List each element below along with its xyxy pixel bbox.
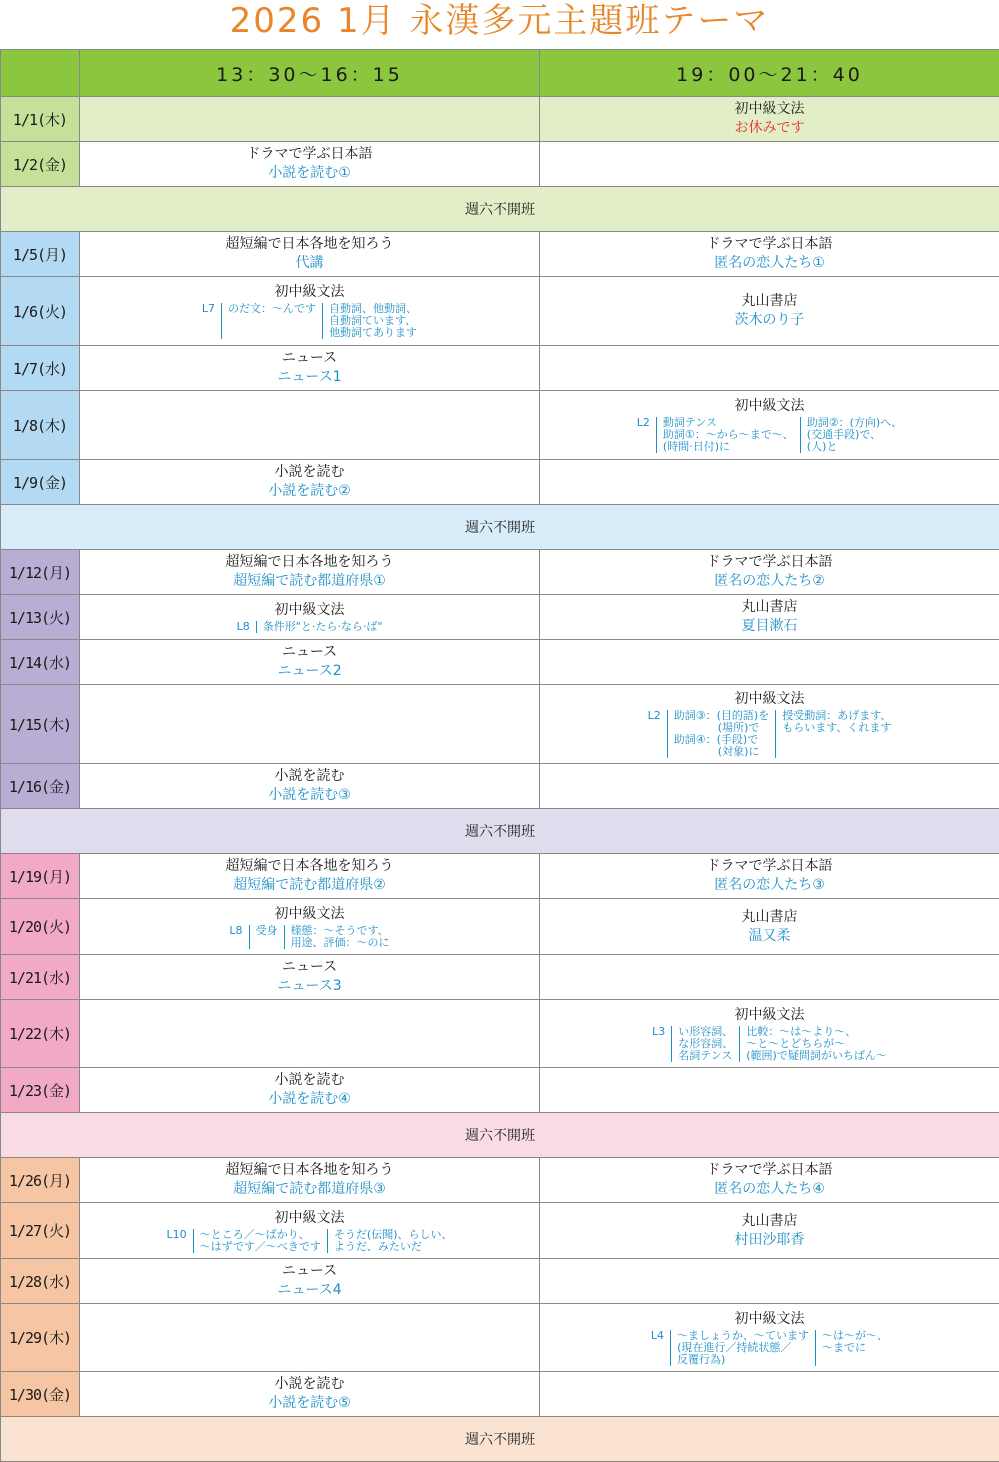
table-row <box>1 391 999 460</box>
date-cell: 1/30(金) <box>1 1372 80 1417</box>
date-cell: 1/28(水) <box>1 1259 80 1304</box>
slot-title: 初中級文法 <box>540 397 999 416</box>
slot-title: 初中級文法 <box>540 1310 999 1329</box>
evening-slot <box>540 1304 999 1372</box>
evening-slot <box>540 391 999 460</box>
closed-notice: 週六不開班 <box>1 1113 999 1158</box>
slot-topic: 小説を読む② <box>80 482 539 501</box>
slot-topic: 茨木のり子 <box>540 311 999 330</box>
evening-slot <box>540 460 999 505</box>
afternoon-slot <box>80 391 540 460</box>
holiday-notice: お休みです <box>540 119 999 138</box>
evening-slot <box>540 1203 999 1259</box>
table-row <box>1 97 999 142</box>
slot-topic: ニュース4 <box>80 1281 539 1300</box>
date-cell: 1/23(金) <box>1 1068 80 1113</box>
slot-title: ニュース <box>80 1262 539 1281</box>
grammar-point: 助詞②：(方向)へ、 (交通手段)で、 (人)と <box>800 417 908 453</box>
table-row <box>1 142 999 187</box>
grammar-detail <box>540 1330 999 1366</box>
date-cell: 1/20(火) <box>1 899 80 955</box>
slot-title: 初中級文法 <box>540 1006 999 1025</box>
date-cell: 1/7(水) <box>1 346 80 391</box>
grammar-point: 自動詞、他動詞、 自動詞ています、 他動詞てあります <box>322 303 423 339</box>
afternoon-slot <box>80 1203 540 1259</box>
table-row <box>1 899 999 955</box>
grammar-detail <box>540 710 999 758</box>
lesson-number: L10 <box>160 1229 192 1253</box>
closed-notice: 週六不開班 <box>1 809 999 854</box>
slot-title: 初中級文法 <box>540 100 999 119</box>
header-slot-evening: 19：00～21：40 <box>540 50 999 97</box>
afternoon-slot <box>80 142 540 187</box>
table-row <box>1 764 999 809</box>
date-cell: 1/2(金) <box>1 142 80 187</box>
grammar-point: そうだ(伝聞)、らしい、 ようだ、みたいだ <box>327 1229 459 1253</box>
slot-topic: 小説を読む① <box>80 164 539 183</box>
table-row <box>1 854 999 899</box>
date-cell: 1/19(月) <box>1 854 80 899</box>
afternoon-slot <box>80 899 540 955</box>
afternoon-slot <box>80 955 540 1000</box>
lesson-number: L4 <box>645 1330 670 1366</box>
evening-slot <box>540 640 999 685</box>
afternoon-slot <box>80 1304 540 1372</box>
table-row <box>1 1158 999 1203</box>
afternoon-slot <box>80 460 540 505</box>
table-row <box>1 460 999 505</box>
afternoon-slot <box>80 550 540 595</box>
slot-title: ニュース <box>80 349 539 368</box>
slot-title: 初中級文法 <box>80 601 539 620</box>
slot-title: ドラマで学ぶ日本語 <box>540 553 999 572</box>
afternoon-slot <box>80 277 540 346</box>
afternoon-slot <box>80 1158 540 1203</box>
grammar-point: ～は～が～、 ～までに <box>815 1330 894 1366</box>
afternoon-slot <box>80 640 540 685</box>
table-row <box>1 640 999 685</box>
evening-slot <box>540 899 999 955</box>
page-title: 2026 1月 永漢多元主題班テーマ <box>0 0 999 46</box>
date-cell: 1/8(木) <box>1 391 80 460</box>
evening-slot <box>540 854 999 899</box>
closed-row <box>1 187 999 232</box>
slot-topic: 匿名の恋人たち③ <box>540 876 999 895</box>
slot-topic: 温又柔 <box>540 927 999 946</box>
slot-title: ドラマで学ぶ日本語 <box>80 145 539 164</box>
evening-slot <box>540 277 999 346</box>
table-row <box>1 955 999 1000</box>
evening-slot <box>540 97 999 142</box>
grammar-point: 条件形"と·たら·なら·ば" <box>256 621 389 633</box>
afternoon-slot <box>80 764 540 809</box>
closed-row <box>1 505 999 550</box>
afternoon-slot <box>80 1068 540 1113</box>
evening-slot <box>540 685 999 764</box>
table-row <box>1 1068 999 1113</box>
table-row <box>1 232 999 277</box>
afternoon-slot <box>80 1372 540 1417</box>
slot-title: 初中級文法 <box>80 1209 539 1228</box>
evening-slot <box>540 955 999 1000</box>
slot-topic: 代講 <box>80 254 539 273</box>
lesson-number: L8 <box>223 925 248 949</box>
date-cell: 1/29(木) <box>1 1304 80 1372</box>
slot-title: 小説を読む <box>80 767 539 786</box>
slot-title: ドラマで学ぶ日本語 <box>540 1161 999 1180</box>
grammar-detail <box>80 1229 539 1253</box>
date-cell: 1/5(月) <box>1 232 80 277</box>
grammar-point: 比較：～は～より～、 ～と～とどちらが～ (範囲)で疑問詞がいちばん～ <box>739 1026 893 1062</box>
table-row <box>1 1259 999 1304</box>
evening-slot <box>540 232 999 277</box>
date-cell: 1/27(火) <box>1 1203 80 1259</box>
slot-title: 丸山書店 <box>540 1212 999 1231</box>
table-row <box>1 595 999 640</box>
slot-title: 初中級文法 <box>80 283 539 302</box>
grammar-point: のだ文：～んです <box>221 303 322 339</box>
closed-notice: 週六不開班 <box>1 1417 999 1462</box>
slot-topic: ニュース3 <box>80 977 539 996</box>
slot-topic: 村田沙耶香 <box>540 1231 999 1250</box>
slot-title: 初中級文法 <box>80 905 539 924</box>
header-row <box>1 50 999 97</box>
afternoon-slot <box>80 232 540 277</box>
closed-row <box>1 1113 999 1158</box>
evening-slot <box>540 142 999 187</box>
slot-topic: 匿名の恋人たち② <box>540 572 999 591</box>
slot-topic: 小説を読む④ <box>80 1090 539 1109</box>
afternoon-slot <box>80 685 540 764</box>
slot-topic: 匿名の恋人たち④ <box>540 1180 999 1199</box>
grammar-detail <box>80 303 539 339</box>
slot-title: 小説を読む <box>80 1375 539 1394</box>
date-cell: 1/1(木) <box>1 97 80 142</box>
grammar-point: 様態：～そうです、 用途、評価：～のに <box>284 925 396 949</box>
slot-topic: 超短編で読む都道府県③ <box>80 1180 539 1199</box>
slot-title: ドラマで学ぶ日本語 <box>540 857 999 876</box>
grammar-point: 受身 <box>249 925 284 949</box>
date-cell: 1/15(木) <box>1 685 80 764</box>
slot-topic: 超短編で読む都道府県① <box>80 572 539 591</box>
slot-title: ニュース <box>80 958 539 977</box>
slot-title: 超短編で日本各地を知ろう <box>80 235 539 254</box>
lesson-number: L7 <box>196 303 221 339</box>
evening-slot <box>540 550 999 595</box>
evening-slot <box>540 1259 999 1304</box>
slot-title: ニュース <box>80 643 539 662</box>
slot-title: 丸山書店 <box>540 908 999 927</box>
table-row <box>1 277 999 346</box>
date-cell: 1/9(金) <box>1 460 80 505</box>
closed-notice: 週六不開班 <box>1 187 999 232</box>
afternoon-slot <box>80 346 540 391</box>
afternoon-slot <box>80 854 540 899</box>
afternoon-slot <box>80 1000 540 1068</box>
date-cell: 1/13(火) <box>1 595 80 640</box>
afternoon-slot <box>80 595 540 640</box>
slot-title: 丸山書店 <box>540 598 999 617</box>
grammar-detail <box>80 621 539 633</box>
slot-topic: ニュース1 <box>80 368 539 387</box>
grammar-point: い形容詞、 な形容詞、 名詞テンス <box>671 1026 739 1062</box>
table-row <box>1 550 999 595</box>
afternoon-slot <box>80 97 540 142</box>
schedule-table <box>0 49 999 1462</box>
slot-title: 丸山書店 <box>540 292 999 311</box>
evening-slot <box>540 764 999 809</box>
date-cell: 1/12(月) <box>1 550 80 595</box>
slot-topic: 夏目漱石 <box>540 617 999 636</box>
grammar-point: ～ましょうか、～ています (現在進行／持続状態／ 反覆行為) <box>670 1330 815 1366</box>
slot-title: 超短編で日本各地を知ろう <box>80 857 539 876</box>
slot-title: ドラマで学ぶ日本語 <box>540 235 999 254</box>
evening-slot <box>540 595 999 640</box>
slot-topic: 匿名の恋人たち① <box>540 254 999 273</box>
date-cell: 1/16(金) <box>1 764 80 809</box>
evening-slot <box>540 346 999 391</box>
evening-slot <box>540 1158 999 1203</box>
lesson-number: L2 <box>642 710 667 758</box>
slot-title: 初中級文法 <box>540 690 999 709</box>
date-cell: 1/26(月) <box>1 1158 80 1203</box>
grammar-detail <box>540 1026 999 1062</box>
table-row <box>1 685 999 764</box>
slot-title: 超短編で日本各地を知ろう <box>80 553 539 572</box>
evening-slot <box>540 1068 999 1113</box>
evening-slot <box>540 1372 999 1417</box>
slot-title: 小説を読む <box>80 463 539 482</box>
grammar-point: 授受動詞：あげます、 もらいます、くれます <box>775 710 897 758</box>
table-row <box>1 1372 999 1417</box>
header-corner <box>1 50 80 97</box>
evening-slot <box>540 1000 999 1068</box>
grammar-detail <box>540 417 999 453</box>
slot-topic: 小説を読む③ <box>80 786 539 805</box>
slot-topic: ニュース2 <box>80 662 539 681</box>
date-cell: 1/22(木) <box>1 1000 80 1068</box>
date-cell: 1/6(火) <box>1 277 80 346</box>
table-row <box>1 1304 999 1372</box>
afternoon-slot <box>80 1259 540 1304</box>
slot-title: 小説を読む <box>80 1071 539 1090</box>
slot-topic: 超短編で読む都道府県② <box>80 876 539 895</box>
date-cell: 1/21(水) <box>1 955 80 1000</box>
closed-row <box>1 1417 999 1462</box>
closed-row <box>1 809 999 854</box>
lesson-number: L8 <box>231 621 256 633</box>
date-cell: 1/14(水) <box>1 640 80 685</box>
table-row <box>1 1203 999 1259</box>
grammar-detail <box>80 925 539 949</box>
grammar-point: 動詞テンス 助詞①：～から～まで～、 (時間·日付)に <box>656 417 800 453</box>
grammar-point: ～ところ／～ばかり、 ～はずです／～べきです <box>193 1229 327 1253</box>
lesson-number: L2 <box>631 417 656 453</box>
header-slot-afternoon: 13：30～16：15 <box>80 50 540 97</box>
table-row <box>1 1000 999 1068</box>
slot-title: 超短編で日本各地を知ろう <box>80 1161 539 1180</box>
table-row <box>1 346 999 391</box>
grammar-point: 助詞③：(目的語)を (場所)で 助詞④：(手段)で (対象)に <box>667 710 775 758</box>
closed-notice: 週六不開班 <box>1 505 999 550</box>
lesson-number: L3 <box>646 1026 671 1062</box>
slot-topic: 小説を読む⑤ <box>80 1394 539 1413</box>
